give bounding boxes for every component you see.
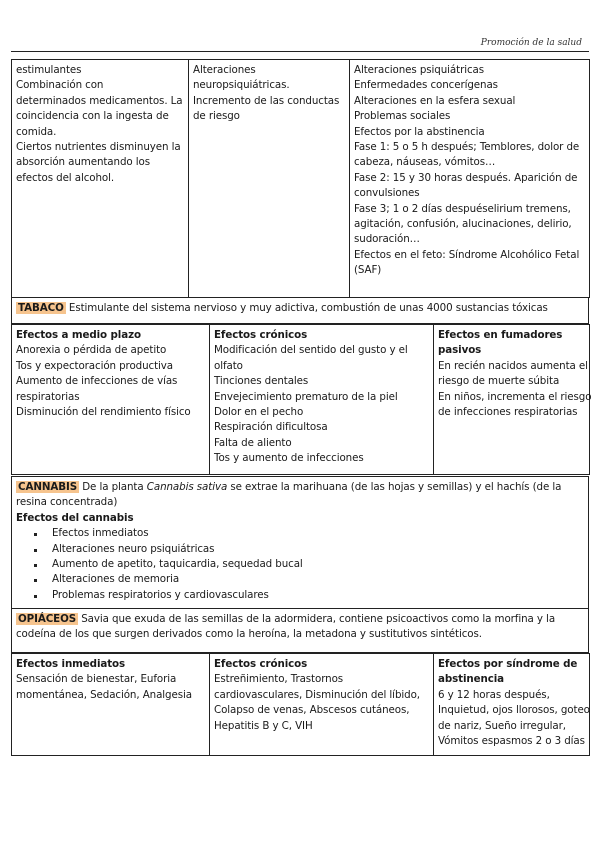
tabaco-col1-line: respiratorias: [16, 390, 80, 403]
tabaco-col3-line: de infecciones respiratorias: [438, 406, 578, 419]
opiaceos-col3-line: 6 y 12 horas después,: [438, 688, 550, 701]
opiaceos-col3-line: Vómitos espasmos 2 o 3 días: [438, 735, 585, 748]
cannabis-effect-item: Alteraciones de memoria: [52, 572, 584, 587]
cannabis-section: [11, 476, 589, 609]
tabaco-description: Estimulante del sistema nervioso y muy adictiva, combustión de unas 4000 sustancias tóxicas: [68, 302, 548, 314]
alcohol-col1-line: comida.: [16, 125, 57, 138]
opiaceos-col1-line: momentánea, Sedación, Analgesia: [16, 688, 192, 701]
alcohol-col3-line: Fase 1: 5 o 5 h después; Temblores, dolor de: [354, 141, 580, 154]
opiaceos-col1-title: Efectos inmediatos: [16, 658, 126, 670]
opiaceos-col2-line: Hepatitis B y C, VIH: [214, 719, 313, 732]
tabaco-col1-title: Efectos a medio plazo: [16, 329, 141, 341]
tabaco-col2-title: Efectos crónicos: [214, 329, 308, 341]
alcohol-col3-line: Fase 2: 15 y 30 horas después. Aparición de: [354, 171, 578, 184]
cannabis-effect-item: Efectos inmediatos: [52, 526, 584, 541]
alcohol-col1-line: estimulantes: [16, 64, 82, 76]
tabaco-section: [11, 297, 592, 475]
opiaceos-col3-title: Efectos por síndrome de abstinencia: [438, 658, 578, 686]
alcohol-col3-line: Alteraciones psiquiátricas: [354, 64, 485, 76]
alcohol-col1-line: efectos del alcohol.: [16, 171, 115, 184]
alcohol-col3-line: Enfermedades concerígenas: [354, 79, 498, 92]
alcohol-col3-line: Efectos por la abstinencia: [354, 125, 485, 138]
tabaco-label: TABACO: [18, 302, 64, 314]
tabaco-col1-line: Anorexia o pérdida de apetito: [16, 344, 167, 357]
cannabis-species: Cannabis sativa: [146, 481, 228, 493]
opiaceos-section: [11, 608, 589, 756]
cannabis-description: [16, 480, 584, 511]
alcohol-effects-table: [11, 59, 589, 298]
opiaceos-col2-line: Estreñimiento, Trastornos: [214, 673, 344, 686]
tabaco-col2-line: Modificación del sentido del gusto y el: [214, 344, 408, 357]
opiaceos-col2-line: Colapso de venas, Abscesos cutáneos,: [214, 704, 410, 717]
alcohol-col3-line: (SAF): [354, 264, 382, 277]
opiaceos-col2-line: cardiovasculares, Disminución del líbido,: [214, 688, 420, 701]
tabaco-col1-line: Disminución del rendimiento físico: [16, 406, 191, 419]
tabaco-col2-line: Envejecimiento prematuro de la piel: [214, 390, 398, 403]
alcohol-col3-line: sudoración…: [354, 233, 420, 246]
alcohol-col3-line: Problemas sociales: [354, 110, 451, 123]
tabaco-col3-line: riesgo de muerte súbita: [438, 375, 560, 388]
alcohol-col1-line: coincidencia con la ingesta de: [16, 110, 169, 123]
header-rule: [11, 51, 589, 52]
alcohol-col-2: [189, 60, 350, 298]
tabaco-banner: [12, 298, 589, 324]
cannabis-effect-item: Alteraciones neuro psiquiátricas: [52, 542, 584, 557]
tabaco-col1-line: Tos y expectoración productiva: [16, 359, 173, 372]
opiaceos-label: OPIÁCEOS: [18, 613, 77, 625]
cannabis-desc-after: se extrae la marihuana (de las hojas y semillas) y el hachís (de la resina concentrada): [16, 481, 562, 509]
alcohol-col-3: [350, 60, 590, 298]
cannabis-label: CANNABIS: [18, 481, 78, 493]
cannabis-effect-item: Problemas respiratorios y cardiovasculares: [52, 588, 584, 603]
cannabis-desc-before: De la planta: [82, 481, 144, 493]
opiaceos-description: Savia que exuda de las semillas de la adormidera, contiene psicoactivos como la morfina y la codeína de los que surgen derivados como la heroína, la metadona y sustitutivos sintéticos.: [16, 613, 556, 641]
alcohol-col1-line: Combinación con: [16, 79, 104, 92]
opiaceos-col3-line: Inquietud, ojos llorosos, goteo: [438, 704, 590, 717]
alcohol-col2-line: neuropsiquiátricas.: [193, 79, 290, 92]
page-header-title: Promoción de la salud: [480, 38, 582, 48]
cannabis-effect-item: Aumento de apetito, taquicardia, sequedad bucal: [52, 557, 584, 572]
opiaceos-col-cronicos: [210, 654, 434, 756]
alcohol-col3-line: agitación, confusión, alucinaciones, delirio,: [354, 218, 572, 231]
alcohol-col2-line: de riesgo: [193, 110, 240, 123]
alcohol-col1-line: determinados medicamentos. La: [16, 94, 183, 107]
cannabis-box: [12, 477, 589, 609]
alcohol-col2-line: Alteraciones: [193, 64, 256, 76]
cannabis-effects-title: Efectos del cannabis: [16, 511, 134, 524]
opiaceos-col-abstinencia: [434, 654, 590, 756]
alcohol-col3-line: Alteraciones en la esfera sexual: [354, 94, 516, 107]
tabaco-col3-line: En niños, incrementa el riesgo: [438, 390, 592, 403]
cannabis-effects-list: [16, 526, 584, 603]
tabaco-col2-line: Tos y aumento de infecciones: [214, 452, 364, 465]
tabaco-col2-line: olfato: [214, 359, 243, 372]
tabaco-col2-line: Falta de aliento: [214, 436, 292, 449]
opiaceos-col1-line: Sensación de bienestar, Euforia: [16, 673, 177, 686]
alcohol-col3-line: cabeza, náuseas, vómitos…: [354, 156, 496, 169]
tabaco-col2-line: Tinciones dentales: [214, 375, 309, 388]
opiaceos-col2-title: Efectos crónicos: [214, 658, 308, 670]
tabaco-col1-line: Aumento de infecciones de vías: [16, 375, 178, 388]
tabaco-col3-title: Efectos en fumadores pasivos: [438, 329, 563, 357]
tabaco-col2-line: Respiración dificultosa: [214, 421, 328, 434]
opiaceos-col3-line: de nariz, Sueño irregular,: [438, 719, 566, 732]
opiaceos-col-inmediatos: [12, 654, 210, 756]
alcohol-col3-line: convulsiones: [354, 187, 420, 200]
tabaco-col-medio-plazo: [12, 325, 210, 475]
alcohol-col3-line: Fase 3; 1 o 2 días despuéselirium tremens,: [354, 202, 571, 215]
tabaco-col2-line: Dolor en el pecho: [214, 406, 304, 419]
alcohol-col2-line: Incremento de las conductas: [193, 94, 340, 107]
opiaceos-banner: [12, 609, 589, 653]
alcohol-col3-line: Efectos en el feto: Síndrome Alcohólico Fetal: [354, 248, 580, 261]
alcohol-col-1: [12, 60, 189, 298]
tabaco-col-pasivos: [434, 325, 590, 475]
tabaco-col-cronicos: [210, 325, 434, 475]
alcohol-col1-line: Ciertos nutrientes disminuyen la: [16, 141, 181, 154]
tabaco-col3-line: En recién nacidos aumenta el: [438, 359, 588, 372]
alcohol-col1-line: absorción aumentando los: [16, 156, 150, 169]
